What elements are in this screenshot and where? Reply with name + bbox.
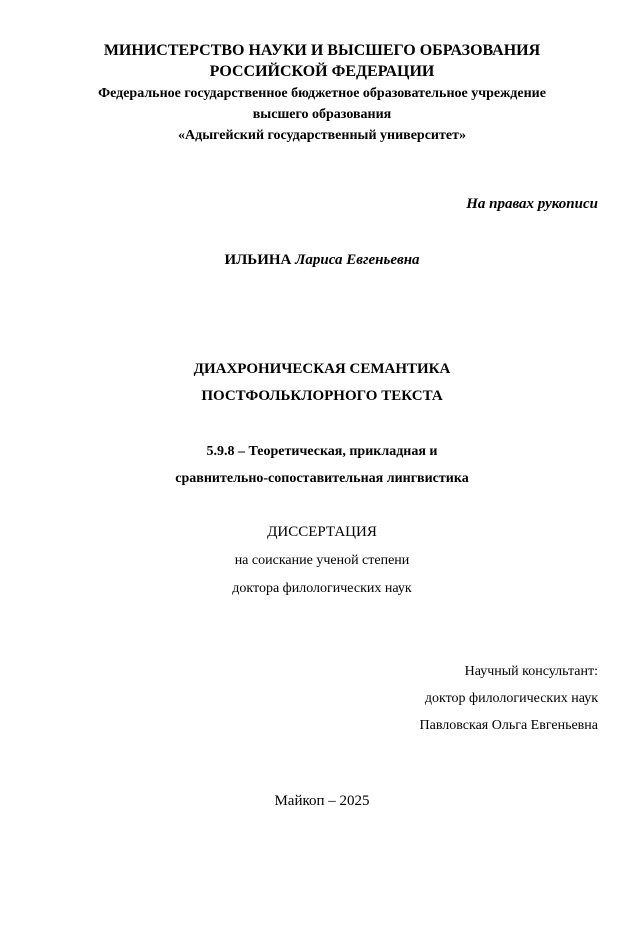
degree-purpose-line-1: на соискание ученой степени	[234, 553, 410, 568]
institution-line-1: Федеральное государственное бюджетное образовательное учреждение	[98, 86, 546, 101]
degree-purpose-line-2: доктора филологических наук	[232, 581, 412, 596]
ministry-line-1: МИНИСТЕРСТВО НАУКИ И ВЫСШЕГО ОБРАЗОВАНИЯ	[103, 42, 541, 59]
dissertation-title-line-2: ПОСТФОЛЬКЛОРНОГО ТЕКСТА	[201, 388, 443, 404]
place-year: Майкоп – 2025	[274, 793, 370, 809]
university-name: «Адыгейский государственный университет»	[178, 128, 466, 143]
author-given-names: Лариса Евгеньевна	[295, 252, 420, 268]
work-type-label: ДИССЕРТАЦИЯ	[267, 524, 377, 540]
author-surname: ИЛЬИНА	[224, 252, 292, 268]
specialty-line-1: 5.9.8 – Теоретическая, прикладная и	[206, 444, 438, 459]
author-name	[0, 251, 644, 270]
dissertation-title-line-1: ДИАХРОНИЧЕСКАЯ СЕМАНТИКА	[193, 361, 451, 377]
consultant-degree: доктор филологических наук	[424, 691, 598, 706]
manuscript-note: На правах рукописи	[466, 196, 598, 212]
specialty-line-2: сравнительно-сопоставительная лингвистика	[175, 471, 469, 486]
ministry-line-2: РОССИЙСКОЙ ФЕДЕРАЦИИ	[209, 63, 435, 80]
consultant-label: Научный консультант:	[464, 664, 598, 679]
consultant-name: Павловская Ольга Евгеньевна	[419, 718, 598, 733]
institution-line-2: высшего образования	[252, 107, 392, 122]
